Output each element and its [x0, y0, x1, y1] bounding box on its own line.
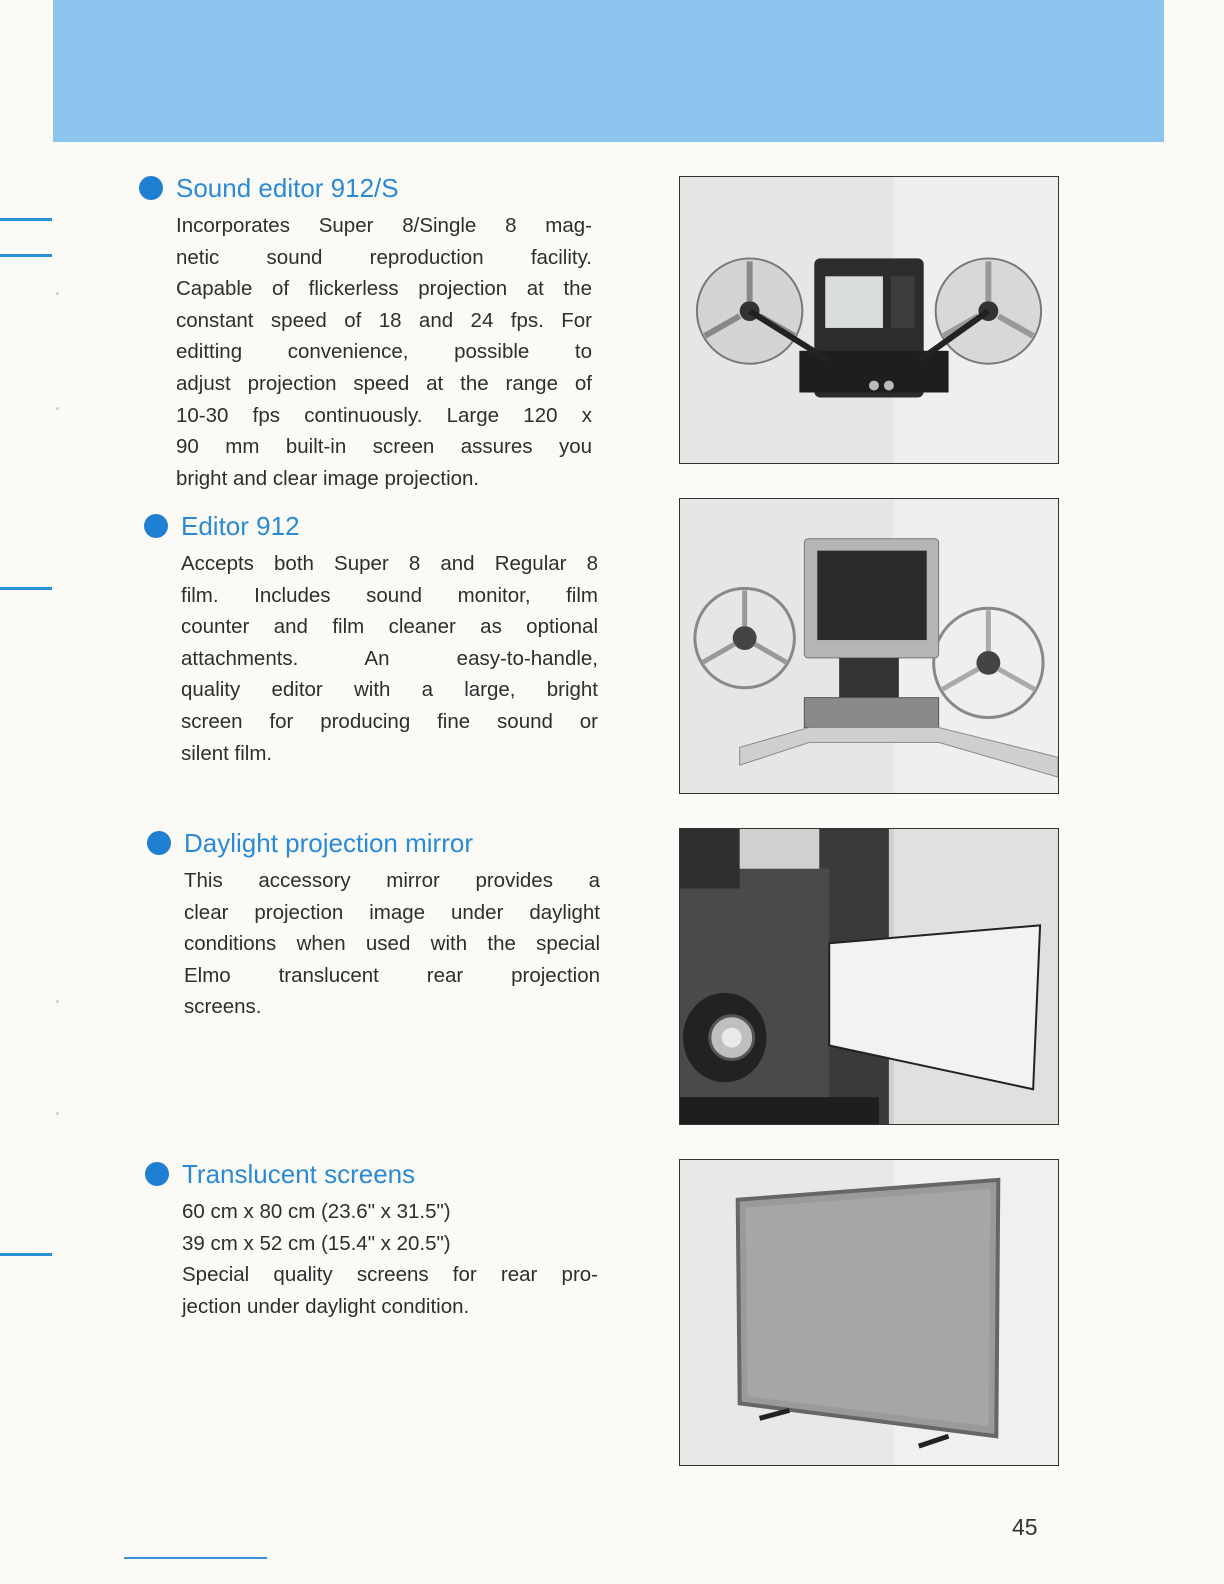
section-title: Daylight projection mirror	[184, 828, 473, 858]
body-line: Special quality screens for rear pro-	[182, 1263, 598, 1287]
body-line: film. Includes sound monitor, film	[181, 583, 598, 607]
section-translucent-screens	[182, 1156, 598, 1322]
bullet-icon	[145, 1162, 169, 1186]
body-line: screens.	[184, 995, 262, 1019]
margin-dot	[56, 292, 59, 295]
body-line: attachments. An easy-to-handle,	[181, 646, 598, 670]
body-line: 10-30 fps continuously. Large 120 x	[176, 403, 592, 427]
body-line: silent film.	[181, 741, 273, 765]
body-line: 90 mm built-in screen assures you	[176, 435, 592, 459]
section-title: Translucent screens	[182, 1159, 416, 1189]
body-line: 39 cm x 52 cm (15.4" x 20.5")	[182, 1231, 451, 1255]
body-line: quality editor with a large, bright	[181, 678, 598, 702]
body-line: adjust projection speed at the range of	[176, 371, 592, 395]
body-line: Elmo translucent rear projection	[184, 963, 600, 987]
body-line: constant speed of 18 and 24 fps. For	[176, 308, 592, 332]
body-line: screen for producing fine sound or	[181, 709, 598, 733]
body-line: This accessory mirror provides a	[184, 869, 600, 892]
header-banner	[53, 0, 1164, 142]
section-body	[182, 1196, 598, 1322]
margin-dot	[56, 407, 59, 410]
footer-rule	[124, 1557, 267, 1559]
body-line: jection under daylight condition.	[182, 1294, 470, 1318]
section-daylight-mirror	[184, 825, 600, 1023]
bullet-icon	[147, 831, 171, 855]
section-body	[184, 865, 600, 1023]
margin-tick	[0, 254, 52, 257]
body-line: clear projection image under daylight	[184, 900, 600, 924]
section-heading	[182, 1156, 598, 1196]
margin-tick	[0, 218, 52, 221]
body-line: Incorporates Super 8/Single 8 mag-	[176, 214, 592, 237]
margin-dot	[56, 1112, 59, 1115]
photo-editor-912	[679, 498, 1059, 794]
section-heading	[181, 508, 598, 548]
section-body	[176, 210, 592, 494]
margin-tick	[0, 1253, 52, 1256]
bullet-icon	[139, 176, 163, 200]
section-title: Sound editor 912/S	[176, 173, 399, 203]
margin-tick	[0, 587, 52, 590]
body-line: Accepts both Super 8 and Regular 8	[181, 552, 598, 575]
body-line: editting convenience, possible to	[176, 340, 592, 364]
bullet-icon	[144, 514, 168, 538]
body-line: counter and film cleaner as optional	[181, 615, 598, 639]
body-line: conditions when used with the special	[184, 932, 600, 956]
section-title: Editor 912	[181, 511, 300, 541]
photo-daylight-mirror	[679, 828, 1059, 1125]
body-line: Capable of flickerless projection at the	[176, 277, 592, 301]
body-line: 60 cm x 80 cm (23.6" x 31.5")	[182, 1200, 451, 1223]
body-line: netic sound reproduction facility.	[176, 245, 592, 269]
section-sound-editor	[176, 170, 592, 494]
body-line: bright and clear image projection.	[176, 466, 480, 490]
page-number: 45	[1012, 1514, 1038, 1540]
photo-translucent-screen	[679, 1159, 1059, 1466]
photo-sound-editor	[679, 176, 1059, 464]
margin-dot	[56, 1000, 59, 1003]
section-heading	[176, 170, 592, 210]
section-body	[181, 548, 598, 769]
section-heading	[184, 825, 600, 865]
section-editor-912	[181, 508, 598, 769]
